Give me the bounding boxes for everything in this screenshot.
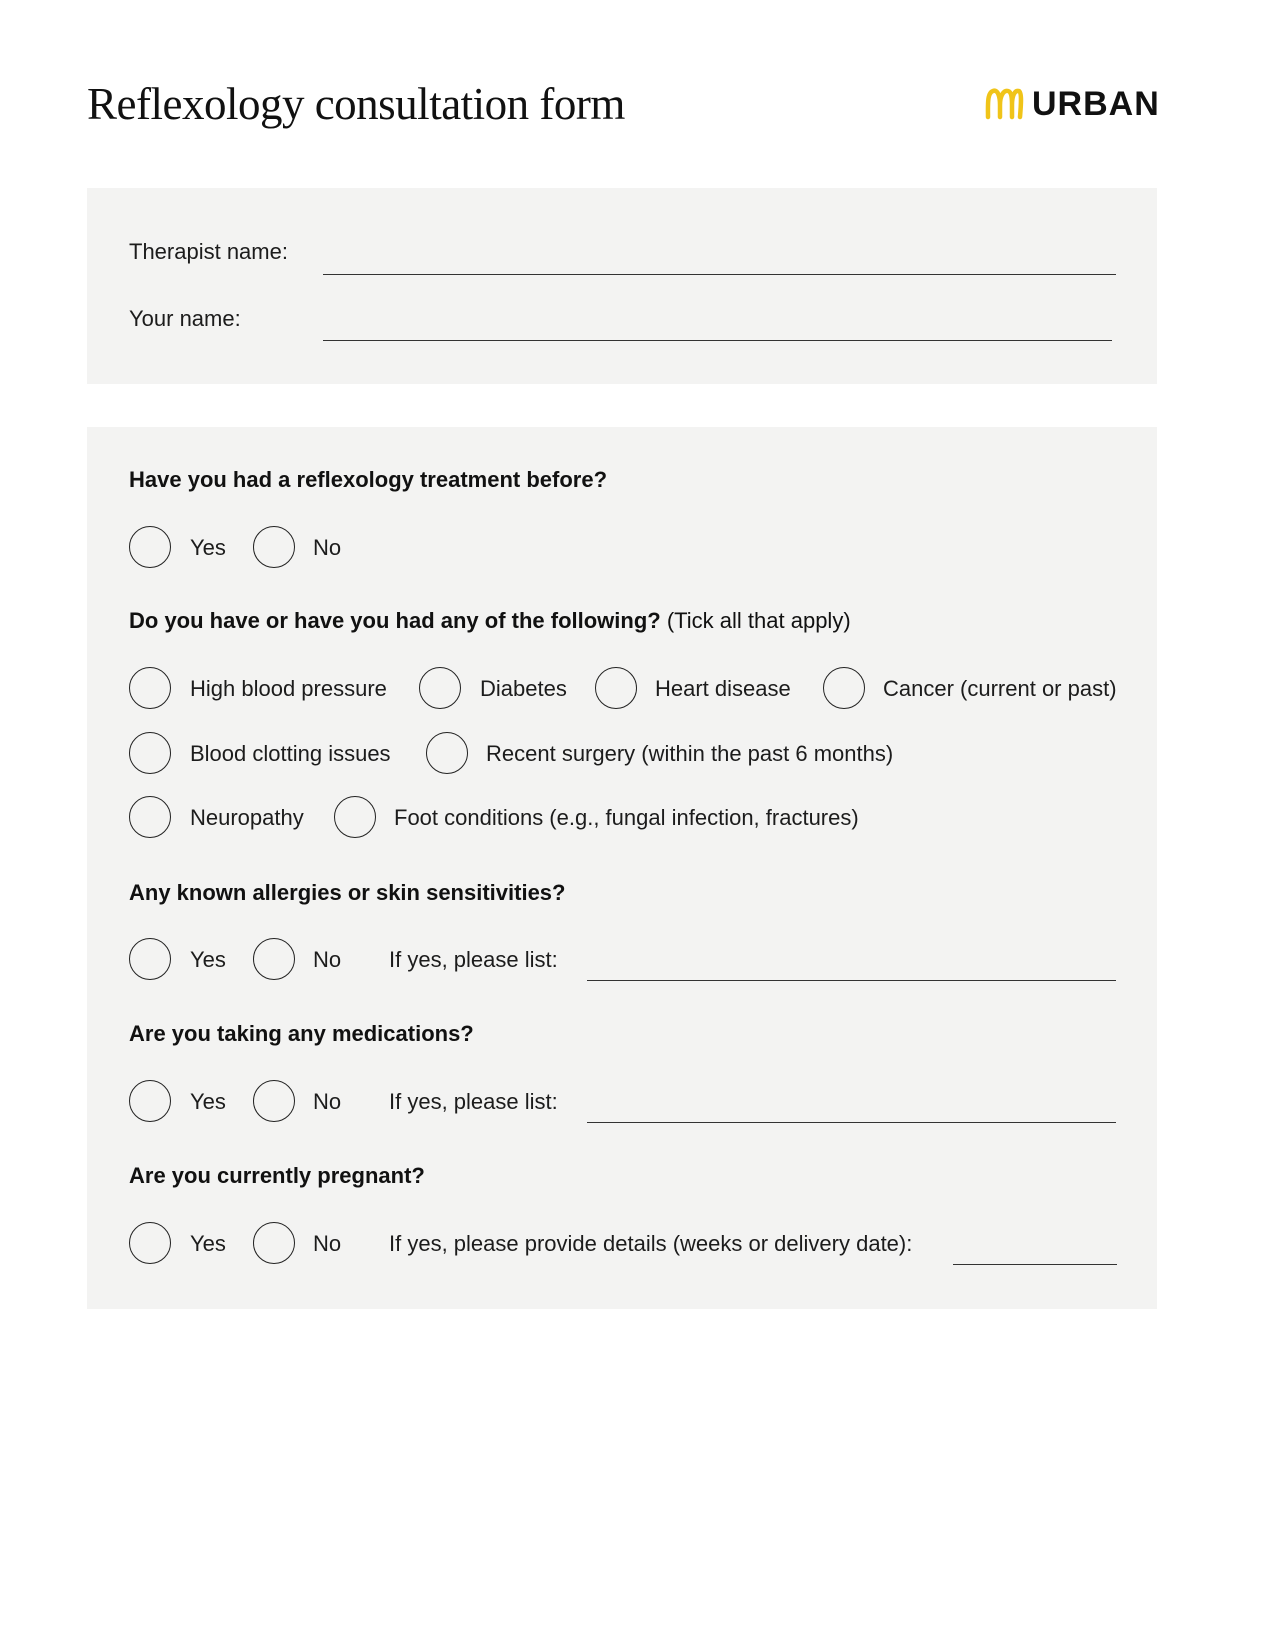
allergies-follow-up-label: If yes, please list:: [389, 947, 558, 972]
pregnancy-details-field[interactable]: [953, 1264, 1117, 1265]
health-questions-panel: [87, 427, 1157, 1309]
pregnant-follow-up-label: If yes, please provide details (weeks or delivery date):: [389, 1231, 913, 1256]
question-allergies: Any known allergies or skin sensitivities?: [129, 880, 566, 905]
option-label: High blood pressure: [190, 676, 387, 701]
option-label: Yes: [190, 947, 226, 972]
page-title: Reflexology consultation form: [87, 79, 625, 129]
question-conditions: [129, 610, 851, 632]
client-name-label: Your name:: [129, 306, 241, 331]
option-label: No: [313, 1231, 342, 1256]
medications-follow-up-label: If yes, please list:: [389, 1089, 558, 1114]
option-label: Yes: [190, 535, 226, 560]
pregnant-yes-radio[interactable]: [129, 1222, 171, 1264]
client-name-field[interactable]: [323, 340, 1112, 341]
medications-list-field[interactable]: [587, 1122, 1116, 1123]
condition-foot-conditions-checkbox[interactable]: [334, 796, 376, 838]
brand-logo: [984, 84, 1160, 124]
condition-diabetes-checkbox[interactable]: [419, 667, 461, 709]
question-pregnant: Are you currently pregnant?: [129, 1163, 425, 1188]
logo-wordmark: URBAN: [1032, 84, 1160, 123]
condition-recent-surgery-checkbox[interactable]: [426, 732, 468, 774]
condition-high-blood-pressure-checkbox[interactable]: [129, 667, 171, 709]
question-medications: Are you taking any medications?: [129, 1021, 474, 1046]
option-label: No: [313, 947, 342, 972]
urban-logo-icon: [984, 87, 1024, 121]
option-label: Heart disease: [655, 676, 791, 701]
option-label: Yes: [190, 1231, 226, 1256]
option-label: Blood clotting issues: [190, 741, 391, 766]
question-note: (Tick all that apply): [666, 608, 851, 633]
condition-neuropathy-checkbox[interactable]: [129, 796, 171, 838]
therapist-name-field[interactable]: [323, 274, 1116, 275]
treatment-before-no-radio[interactable]: [253, 526, 295, 568]
medications-yes-radio[interactable]: [129, 1080, 171, 1122]
question-text: Do you have or have you had any of the following?: [129, 608, 661, 633]
question-treatment-before: Have you had a reflexology treatment before?: [129, 467, 608, 492]
allergies-list-field[interactable]: [587, 980, 1116, 981]
condition-cancer-checkbox[interactable]: [823, 667, 865, 709]
medications-no-radio[interactable]: [253, 1080, 295, 1122]
names-panel: [87, 188, 1157, 384]
therapist-name-label: Therapist name:: [129, 239, 288, 264]
option-label: Recent surgery (within the past 6 months): [486, 741, 894, 766]
option-label: Yes: [190, 1089, 226, 1114]
condition-blood-clotting-checkbox[interactable]: [129, 732, 171, 774]
option-label: Cancer (current or past): [883, 676, 1117, 701]
option-label: No: [313, 535, 342, 560]
pregnant-no-radio[interactable]: [253, 1222, 295, 1264]
condition-heart-disease-checkbox[interactable]: [595, 667, 637, 709]
option-label: Foot conditions (e.g., fungal infection, fractures): [394, 805, 859, 830]
allergies-yes-radio[interactable]: [129, 938, 171, 980]
option-label: No: [313, 1089, 342, 1114]
option-label: Diabetes: [480, 676, 567, 701]
allergies-no-radio[interactable]: [253, 938, 295, 980]
option-label: Neuropathy: [190, 805, 304, 830]
treatment-before-yes-radio[interactable]: [129, 526, 171, 568]
